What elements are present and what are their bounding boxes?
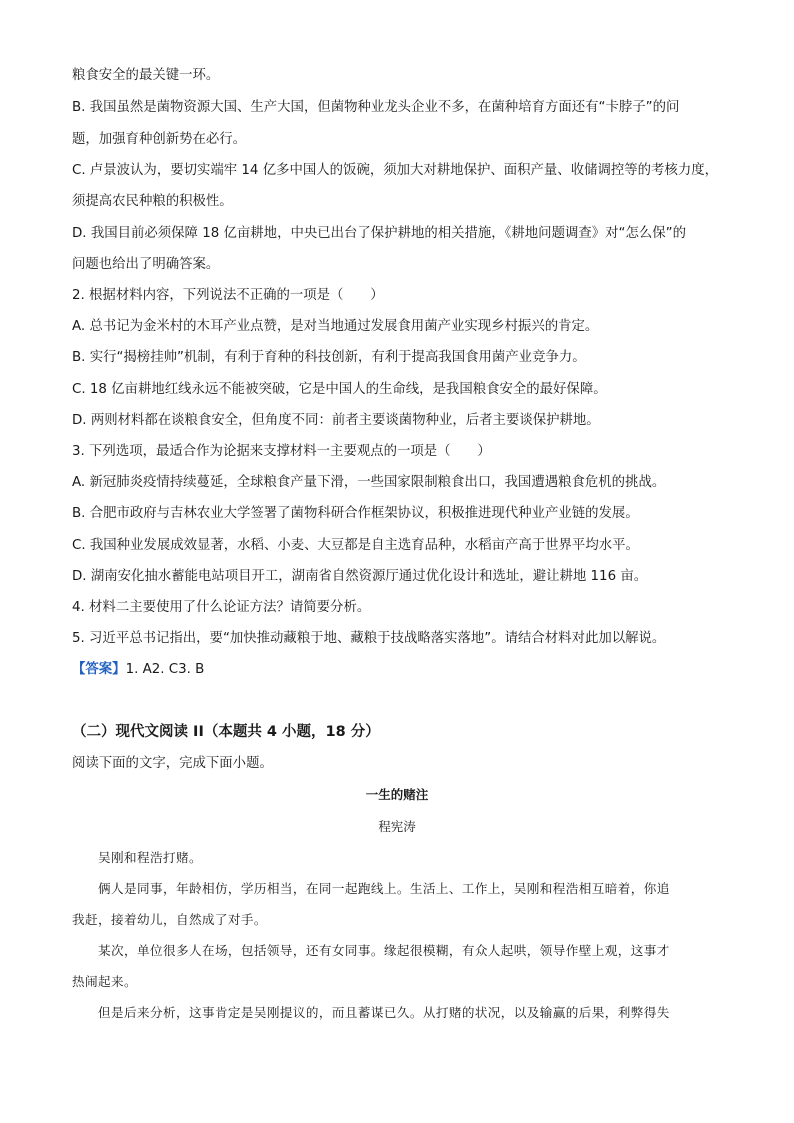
q3-option-c: C. 我国种业发展成效显著，水稻、小麦、大豆都是自主选育品种，水稻亩产高于世界平均水平。 [72, 538, 639, 553]
q2-option-b: B. 实行“揭榜挂帅”机制，有利于育种的科技创新，有利于提高我国食用菌产业竞争力。 [72, 350, 586, 365]
story-paragraph-3-line2: 热闹起来。 [72, 974, 137, 989]
story-paragraph-4-line1: 但是后来分析，这事肯定是吴刚提议的，而且蓄谋已久。从打赌的状况，以及输赢的后果，利弊得失 [98, 1005, 670, 1020]
q3-stem: 3. 下列选项，最适合作为论据来支撑材料一主要观点的一项是（ ） [72, 444, 491, 459]
q2-option-c: C. 18 亿亩耕地红线永远不能被突破，它是中国人的生命线，是我国粮食安全的最好保障。 [72, 382, 607, 397]
q5-stem: 5. 习近平总书记指出，要“加快推动藏粮于地、藏粮于技战略落实落地”。请结合材料对此加以解说。 [72, 631, 666, 646]
q1-tail-line: 粮食安全的最关键一环。 [72, 68, 220, 83]
q1-option-c-line1: C. 卢景波认为，要切实端牢 14 亿多中国人的饭碗，须加大对耕地保护、面积产量、收储调控等的考核力度， [72, 163, 718, 178]
story-title: 一生的赌注 [365, 787, 429, 802]
q1-option-c-line2: 须提高农民种粮的积极性。 [72, 194, 233, 209]
q4-stem: 4. 材料二主要使用了什么论证方法？请简要分析。 [72, 600, 371, 615]
q3-option-d: D. 湖南安化抽水蓄能电站项目开工，湖南省自然资源厅通过优化设计和选址，避让耕地 116 亩。 [72, 569, 648, 584]
q2-stem: 2. 根据材料内容，下列说法不正确的一项是（ ） [72, 288, 384, 303]
story-paragraph-2-line1: 俩人是同事，年龄相仿，学历相当，在同一起跑线上。生活上、工作上，吴刚和程浩相互暗着，你追 [98, 881, 670, 896]
q2-option-a: A. 总书记为金米村的木耳产业点赞，是对当地通过发展食用菌产业实现乡村振兴的肯定。 [72, 319, 599, 334]
q1-option-d-line1: D. 我国目前必须保障 18 亿亩耕地，中央已出台了保护耕地的相关措施，《耕地问题调查》对“怎么保”的 [72, 226, 686, 241]
q1-option-b-line1: B. 我国虽然是菌物资源大国、生产大国，但菌物种业龙头企业不多，在菌种培育方面还有“卡脖子”的问 [72, 100, 680, 115]
q1-option-d-line2: 问题也给出了明确答案。 [72, 257, 220, 272]
q3-option-a: A. 新冠肺炎疫情持续蔓延，全球粮食产量下滑，一些国家限制粮食出口，我国遭遇粮食危机的挑战。 [72, 475, 666, 490]
story-paragraph-3-line1: 某次，单位很多人在场，包括领导，还有女同事。缘起很模糊，有众人起哄，领导作壁上观，这事才 [98, 943, 670, 958]
section-instruction: 阅读下面的文字，完成下面小题。 [72, 756, 273, 771]
q3-option-b: B. 合肥市政府与吉林农业大学签署了菌物科研合作框架协议，积极推进现代种业产业链的发展。 [72, 506, 639, 521]
q1-option-b-line2: 题，加强育种创新势在必行。 [72, 132, 247, 147]
answer-tag: 【答案】 [72, 662, 126, 677]
section-heading: （二）现代文阅读 II（本题共 4 小题，18 分） [72, 724, 380, 740]
answer-text: 1. A2. C3. B [125, 662, 205, 677]
q2-option-d: D. 两则材料都在谈粮食安全，但角度不同：前者主要谈菌物种业，后者主要谈保护耕地。 [72, 413, 600, 428]
story-author: 程宪涛 [378, 819, 416, 834]
answer-line [72, 660, 732, 680]
story-paragraph-1: 吴刚和程浩打赌。 [98, 850, 202, 865]
story-paragraph-2-line2: 我赶，接着幼儿，自然成了对手。 [72, 912, 267, 927]
